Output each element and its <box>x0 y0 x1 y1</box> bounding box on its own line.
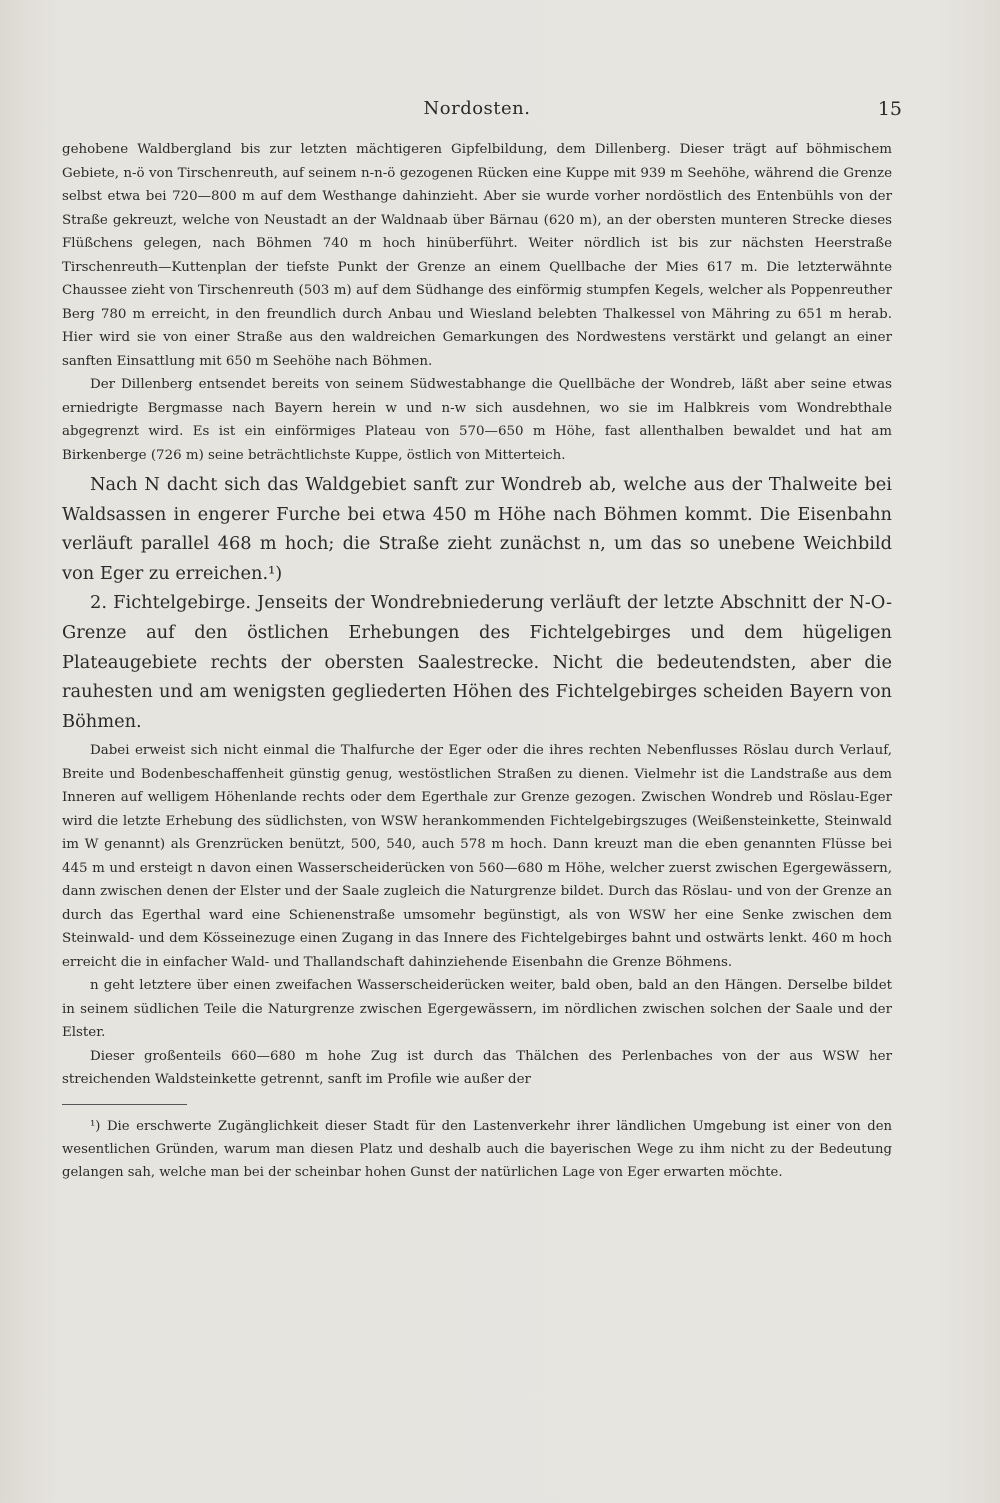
footnote: ¹) Die erschwerte Zugänglichkeit dieser Stadt für den Lastenverkehr ihrer ländlichen Umgebung ist einer von den wesentlichen Gründen, warum man diesen Platz und deshalb auch die bayerischen Wege zu ihm nicht zu der Bedeutung gelangen sah, welche man bei der scheinbar hohen Gunst der natürlichen Lage von Eger erwarten möchte. <box>62 1118 892 1180</box>
paragraph-egerthal: Dabei erweist sich nicht einmal die Thalfurche der Eger oder die ihres rechten Nebenflusses Röslau durch Verlauf, Breite und Bodenbeschaffenheit günstig genug, westöstlichen Straßen zu dienen. Vielmehr ist die Landstraße aus dem Inneren auf welligem Höhenlande rechts oder dem Egerthale zur Grenze gezogen. Zwischen Wondreb und Röslau-Eger wird die letzte Erhebung des südlichsten, von WSW herankommenden Fichtelgebirgszuges (Weißensteinkette, Steinwald im W genannt) als Grenzrücken benützt, 500, 540, auch 578 m hoch. Dann kreuzt man die eben genannten Flüsse bei 445 m und ersteigt n davon einen Wasserscheiderücken von 560—680 m Höhe, welcher zuerst zwischen Egergewässern, dann zwischen denen der Elster und der Saale zugleich die Naturgrenze bildet. Durch das Röslau- und von der Grenze an durch das Egerthal ward eine Schienenstraße umsomehr begünstigt, als von WSW her eine Senke zwischen dem Steinwald- und dem Kösseinezuge einen Zugang in das Innere des Fichtelgebirges bahnt und ostwärts lenkt. 460 m hoch erreicht die in einfacher Wald- und Thallandschaft dahinziehende Eisenbahn die Grenze Böhmens. <box>62 743 892 970</box>
footnote-divider <box>62 1104 187 1105</box>
running-title: Nordosten. <box>423 98 531 119</box>
paragraph-perlenbach: Dieser großenteils 660—680 m hohe Zug ist durch das Thälchen des Perlenbaches von der aus WSW her streichenden Waldsteinkette getrennt, sanft im Profile wie außer der <box>62 1048 892 1088</box>
page-number: 15 <box>877 98 902 120</box>
running-head <box>62 98 902 138</box>
paragraph-wasserscheide: n geht letztere über einen zweifachen Wasserscheiderücken weiter, bald oben, bald an den Hängen. Derselbe bildet in seinem südlichen Teile die Naturgrenze zwischen Egergewässern, im nördlichen zwischen solchen der Saale und der Elster. <box>62 978 892 1041</box>
paragraph-dillenberg: Der Dillenberg entsendet bereits von seinem Südwestabhange die Quellbäche der Wondreb, läßt aber seine etwas erniedrigte Bergmasse nach Bayern herein w und n-w sich ausdehnen, wo sie im Halbkreis vom Wondrebthale abgegrenzt wird. Es ist ein einförmiges Plateau von 570—650 m Höhe, fast allenthalben bewaldet und hat am Birkenberge (726 m) seine beträchtlichste Kuppe, östlich von Mitterteich. <box>62 377 892 463</box>
body-text <box>62 138 892 1092</box>
paragraph-continuation: gehobene Waldbergland bis zur letzten mächtigeren Gipfelbildung, dem Dillenberg. Dieser trägt auf böhmischem Gebiete, n-ö von Tirschenreuth, auf seinem n-n-ö gezogenen Rücken eine Kuppe mit 939 m Seehöhe, während die Grenze selbst etwa bei 720—800 m auf dem Westhange dahinzieht. Aber sie wurde vorher nordöstlich des Entenbühls von der Straße gekreuzt, welche von Neustadt an der Waldnaab über Bärnau (620 m), an der obersten munteren Strecke dieses Flüßchens gelegen, nach Böhmen 740 m hoch hinüberführt. Weiter nördlich ist bis zur nächsten Heerstraße Tirschenreuth—Kuttenplan der tiefste Punkt der Grenze an einem Quellbache der Mies 617 m. Die letzterwähnte Chaussee zieht von Tirschenreuth (503 m) auf dem Südhange des einförmig stumpfen Kegels, welcher als Poppenreuther Berg 780 m erreicht, in den freundlich durch Anbau und Wiesland belebten Thalkessel von Mähring zu 651 m herab. Hier wird sie von einer Straße aus den waldreichen Gemarkungen des Nordwestens verstärkt und gelangt an einer sanften Einsattlung mit 650 m Seehöhe nach Böhmen. <box>62 142 892 369</box>
paragraph-fichtelgebirge: 2. Fichtelgebirge. Jenseits der Wondrebniederung verläuft der letzte Abschnitt der N-O-Grenze auf den östlichen Erhebungen des Fichtelgebirges und dem hügeligen Plateaugebiete rechts der obersten Saalestrecke. Nicht die bedeutendsten, aber die rauhesten und am wenigsten gegliederten Höhen des Fichtelgebirges scheiden Bayern von Böhmen. <box>62 592 892 732</box>
paragraph-wondreb: Nach N dacht sich das Waldgebiet sanft zur Wondreb ab, welche aus der Thalweite bei Waldsassen in engerer Furche bei etwa 450 m Höhe nach Böhmen kommt. Die Eisenbahn verläuft parallel 468 m hoch; die Straße zieht zunächst n, um das so unebene Weichbild von Eger zu erreichen.¹) <box>62 474 892 584</box>
